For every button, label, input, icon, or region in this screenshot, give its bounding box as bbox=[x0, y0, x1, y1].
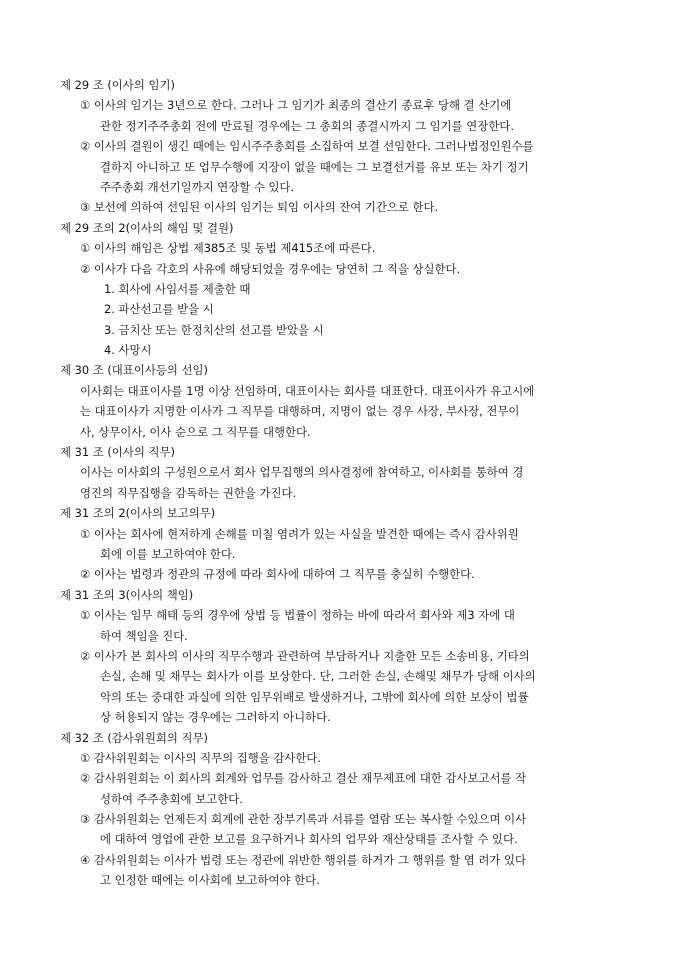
clause-continuation: 하여 책임을 진다. bbox=[100, 628, 188, 643]
article-body-line: 이사회는 대표이사를 1명 이상 선임하며, 대표이사는 회사를 대표한다. 대표이사가 유고시에 bbox=[80, 383, 535, 398]
numbered-clause: ④ 감사위원회는 이사가 법령 또는 정관에 위반한 행위를 하거가 그 행위를 할 염 려가 있다 bbox=[80, 852, 527, 867]
clause-continuation: 성하여 주주총회에 보고한다. bbox=[100, 791, 243, 806]
article-heading: 제 29 조의 2(이사의 해임 및 결원) bbox=[60, 220, 234, 235]
sub-item: 1. 회사에 사임서를 제출한 때 bbox=[104, 281, 251, 296]
clause-continuation: 관한 정기주주총회 전에 만료될 경우에는 그 총회의 종결시까지 그 임기를 연장한다. bbox=[100, 118, 514, 133]
clause-continuation: 악의 또는 중대한 과실에 의한 임무위배로 발생하거나, 그밖에 회사에 의한 보상이 법률 bbox=[100, 689, 529, 704]
numbered-clause: ② 이사가 다음 각호의 사유에 해당되었을 경우에는 당연히 그 직을 상실한다. bbox=[80, 261, 461, 276]
article-body-line: 이사는 이사회의 구성원으로서 회사 업무집행의 의사결정에 참여하고, 이사회를 통하여 경 bbox=[80, 465, 524, 480]
numbered-clause: ① 이사는 임무 해태 등의 경우에 상법 등 법률이 정하는 바에 따라서 회사와 제3 자에 대 bbox=[80, 608, 515, 623]
article-heading: 제 30 조 (대표이사등의 선임) bbox=[60, 363, 208, 378]
clause-continuation: 결하지 아니하고 또 업무수행에 지장이 없을 때에는 그 보결선거를 유보 또는 차기 정기 bbox=[100, 159, 529, 174]
numbered-clause: ① 감사위원회는 이사의 직무의 집행을 감사한다. bbox=[80, 750, 322, 765]
article-heading: 제 31 조의 2(이사의 보고의무) bbox=[60, 506, 216, 521]
numbered-clause: ② 이사가 본 회사의 이사의 직무수행과 관련하여 부담하거나 지출한 모든 소송비용, 기타의 bbox=[80, 648, 530, 663]
article-body-line: 는 대표이사가 지명한 이사가 그 직무를 대행하며, 지명이 없는 경우 사장, 부사장, 전무이 bbox=[80, 404, 520, 419]
article-heading: 제 29 조 (이사의 임기) bbox=[60, 78, 175, 92]
article-body-line: 영진의 직무집행을 감독하는 권한을 가진다. bbox=[80, 485, 297, 500]
numbered-clause: ② 감사위원회는 이 회사의 회계와 업무를 감사하고 결산 재무제표에 대한 감사보고서를 작 bbox=[80, 771, 527, 786]
sub-item: 2. 파산선고를 받을 시 bbox=[104, 302, 214, 317]
numbered-clause: ② 이사는 법령과 정관의 규정에 따라 회사에 대하여 그 직무를 충실히 수행한다. bbox=[80, 567, 475, 582]
clause-continuation: 고 인정한 때에는 이사회에 보고하여야 한다. bbox=[100, 873, 320, 888]
clause-continuation: 회에 이를 보고하여야 한다. bbox=[100, 546, 236, 561]
article-heading: 제 31 조의 3(이사의 책임) bbox=[60, 587, 194, 602]
sub-item: 3. 금치산 또는 한정치산의 선고를 받았을 시 bbox=[104, 322, 324, 337]
article-body-line: 사, 상무이사, 이사 순으로 그 직무를 대행한다. bbox=[80, 424, 311, 439]
clause-continuation: 주주총회 개선기일까지 연장할 수 있다. bbox=[100, 179, 295, 194]
clause-continuation: 에 대하여 영업에 관한 보고를 요구하거나 회사의 업무와 재산상태를 조사할 수 있다. bbox=[100, 832, 518, 847]
numbered-clause: ③ 감사위원회는 언제든지 회계에 관한 장부기록과 서류를 열람 또는 복사할 수있으며 이사 bbox=[80, 812, 527, 827]
clause-continuation: 상 허용되지 않는 경우에는 그러하지 아니하다. bbox=[100, 710, 331, 725]
numbered-clause: ① 이사의 해임은 상법 제385조 및 동법 제415조에 따른다. bbox=[80, 241, 376, 256]
clause-continuation: 손실, 손해 및 채무는 회사가 이를 보상한다. 단, 그러한 손실, 손해및 채무가 당해 이사의 bbox=[100, 669, 536, 684]
sub-item: 4. 사망시 bbox=[104, 343, 152, 358]
article-heading: 제 31 조 (이사의 직무) bbox=[60, 445, 175, 460]
numbered-clause: ① 이사는 회사에 현저하게 손해를 미칠 염려가 있는 사실을 발견한 때에는 즉시 감사위원 bbox=[80, 526, 519, 541]
article-heading: 제 32 조 (감사위원회의 직무) bbox=[60, 730, 208, 745]
document-body bbox=[60, 75, 640, 891]
numbered-clause: ② 이사의 결원이 생긴 때에는 임시주주총회를 소집하여 보결 선임한다. 그러나법정인원수를 bbox=[80, 139, 534, 154]
numbered-clause: ③ 보선에 의하여 선임된 이사의 임기는 퇴임 이사의 잔여 기간으로 한다. bbox=[80, 200, 439, 215]
numbered-clause: ① 이사의 임기는 3년으로 한다. 그러나 그 임기가 최종의 결산기 종료후 당해 결 산기에 bbox=[80, 98, 512, 113]
